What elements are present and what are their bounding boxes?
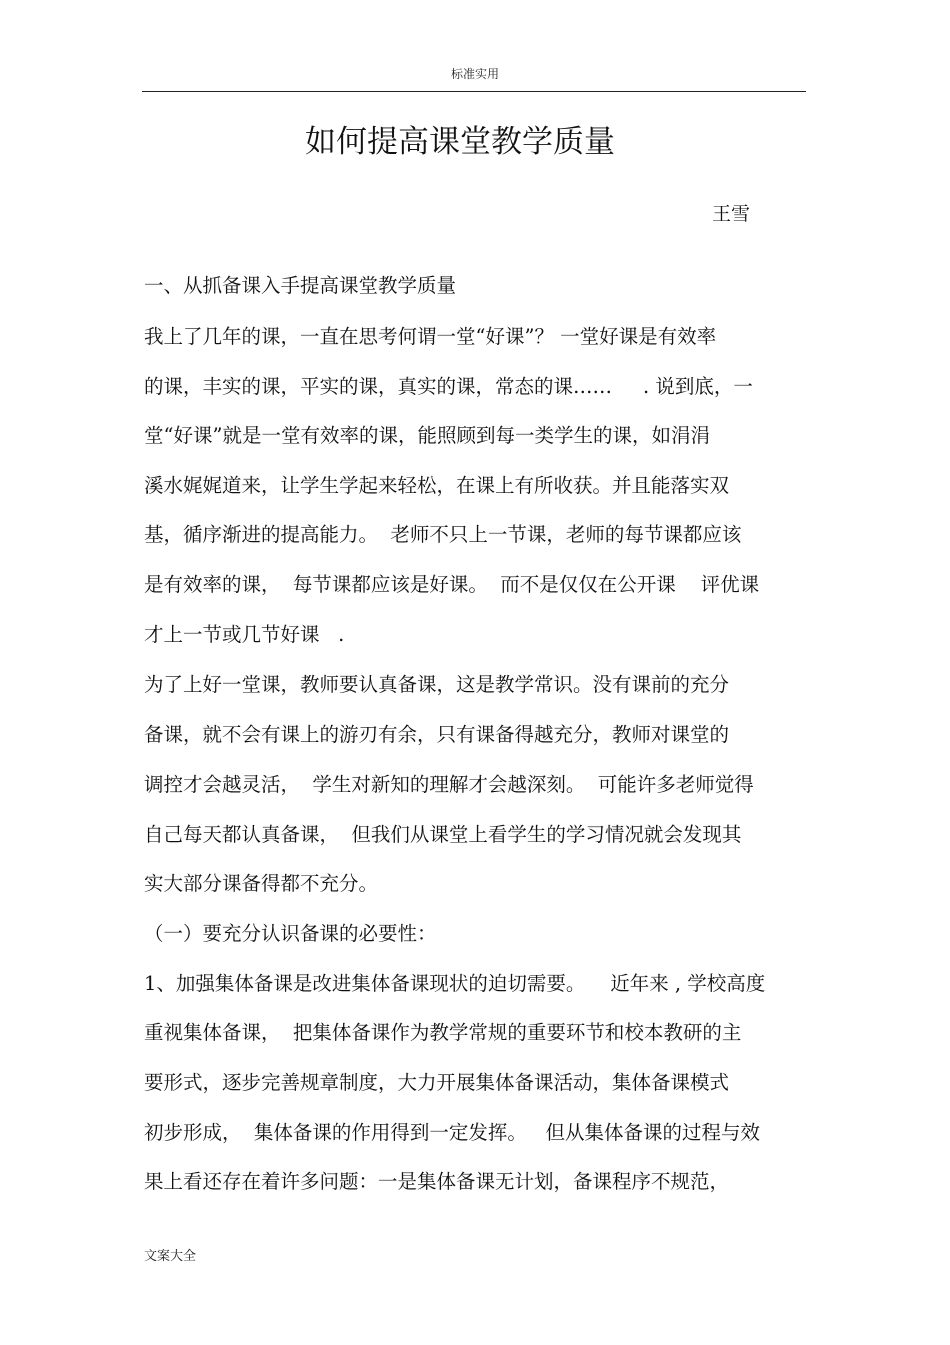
paragraph-line: 溪水娓娓道来，让学生学起来轻松，在课上有所收获。并且能落实双 [144, 474, 730, 497]
paragraph-line: 的课，丰实的课，平实的课，真实的课，常态的课…… . 说到底，一 [144, 375, 753, 398]
paragraph-line: 果上看还存在着许多问题：一是集体备课无计划，备课程序不规范， [144, 1170, 730, 1193]
author-name: 王雪 [712, 203, 751, 225]
paragraph-line: 1、加强集体备课是改进集体备课现状的迫切需要。 近年来 , 学校高度 [144, 972, 766, 995]
paragraph-line: 调控才会越灵活， 学生对新知的理解才会越深刻。 可能许多老师觉得 [144, 773, 754, 796]
paragraph-line: 自己每天都认真备课， 但我们从课堂上看学生的学习情况就会发现其 [144, 823, 742, 846]
subsection-heading: （一）要充分认识备课的必要性： [144, 922, 437, 945]
section-heading: 一、从抓备课入手提高课堂教学质量 [144, 274, 457, 297]
header-rule [142, 91, 806, 92]
paragraph-line: 为了上好一堂课，教师要认真备课，这是教学常识。没有课前的充分 [144, 673, 730, 696]
paragraph-line: 实大部分课备得都不充分。 [144, 872, 379, 895]
paragraph-line: 要形式，逐步完善规章制度，大力开展集体备课活动，集体备课模式 [144, 1071, 730, 1094]
header-text: 标准实用 [450, 67, 499, 81]
paragraph-line: 备课，就不会有课上的游刃有余，只有课备得越充分，教师对课堂的 [144, 723, 730, 746]
document-title: 如何提高课堂教学质量 [305, 124, 615, 160]
paragraph-line: 初步形成， 集体备课的作用得到一定发挥。 但从集体备课的过程与效 [144, 1121, 760, 1144]
paragraph-line: 是有效率的课， 每节课都应该是好课。 而不是仅仅在公开课 评优课 [144, 573, 760, 596]
paragraph-line: 我上了几年的课，一直在思考何谓一堂“好课”？ 一堂好课是有效率 [144, 325, 717, 348]
page-footer: 文案大全 [144, 1249, 197, 1264]
paragraph-line: 基，循序渐进的提高能力。 老师不只上一节课，老师的每节课都应该 [144, 523, 742, 546]
paragraph-line: 才上一节或几节好课 . [144, 623, 345, 646]
paragraph-line: 堂“好课”就是一堂有效率的课，能照顾到每一类学生的课，如涓涓 [144, 424, 710, 447]
paragraph-line: 重视集体备课， 把集体备课作为教学常规的重要环节和校本教研的主 [144, 1021, 742, 1044]
